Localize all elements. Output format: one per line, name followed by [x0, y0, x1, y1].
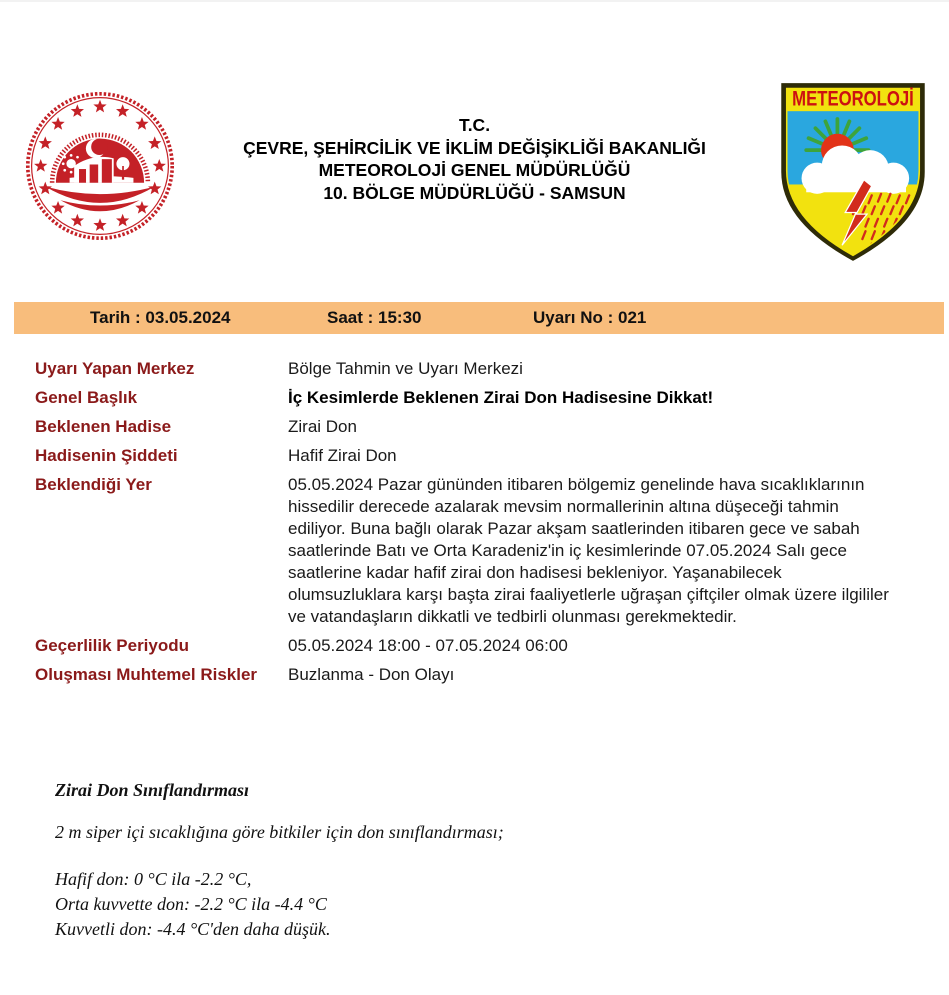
frost-classification-section: [55, 780, 895, 942]
classification-lines: [55, 867, 895, 942]
header-line-general-directorate: METEOROLOJİ GENEL MÜDÜRLÜĞÜ: [318, 160, 631, 180]
field-label-expected-location: Beklendiği Yer: [35, 475, 152, 494]
header-line-tc: T.C.: [458, 115, 491, 135]
field-value-general-title: İç Kesimlerde Beklenen Zirai Don Hadisesine Dikkat!: [288, 388, 714, 407]
field-label-general-title: Genel Başlık: [35, 388, 138, 407]
meteoroloji-shield-svg: [773, 80, 933, 264]
warning-number-text: Uyarı No : 021: [533, 308, 647, 327]
field-label-expected-event: Beklenen Hadise: [35, 417, 172, 436]
field-value-issuing-center: Bölge Tahmin ve Uyarı Merkezi: [288, 359, 523, 378]
field-value-expected-location: 05.05.2024 Pazar gününden itibaren bölgemiz genelinde hava sıcaklıklarının hissedilir derecede azalarak mevsim normallerinin altına düşeceği tahmin ediliyor. Buna bağlı olarak Pazar akşam saatlerinden itibaren gece ve sabah saatlerinde Batı ve Orta Karadeniz'in iç kesimlerinde 07.05.2024 Salı gece saatlerine kadar hafif zirai don hadisesi bekleniyor. Yaşanabilecek olumsuzluklara karşı başta zirai faaliyetlerle uğraşan çiftçiler olmak üzere ilgililer ve vatandaşların dikkatli ve tedbirli olunması gerekmektedir.: [288, 475, 889, 626]
classification-line-moderate-frost: Orta kuvvette don: -2.2 °C ila -4.4 °C: [55, 894, 327, 914]
classification-subtitle: 2 m siper içi sıcaklığına göre bitkiler için don sınıflandırması;: [55, 822, 504, 842]
field-value-validity-period: 05.05.2024 18:00 - 07.05.2024 06:00: [288, 636, 568, 655]
shield-logo-text: METEOROLOJİ: [792, 87, 914, 111]
field-label-possible-risks: Oluşması Muhtemel Riskler: [35, 665, 258, 684]
field-value-possible-risks: Buzlanma - Don Olayı: [288, 665, 455, 684]
field-label-issuing-center: Uyarı Yapan Merkez: [35, 359, 195, 378]
warning-fields: [35, 358, 938, 686]
header-line-region-directorate: 10. BÖLGE MÜDÜRLÜĞÜ - SAMSUN: [323, 182, 626, 203]
classification-title: Zirai Don Sınıflandırması: [55, 780, 250, 800]
time-text: Saat : 15:30: [327, 308, 422, 327]
header-line-ministry: ÇEVRE, ŞEHİRCİLİK VE İKLİM DEĞİŞİKLİĞİ BAKANLIĞI: [243, 137, 706, 158]
field-value-event-severity: Hafif Zirai Don: [288, 446, 397, 465]
date-text: Tarih : 03.05.2024: [90, 308, 231, 327]
classification-line-light-frost: Hafif don: 0 °C ila -2.2 °C,: [55, 869, 252, 889]
classification-line-strong-frost: Kuvvetli don: -4.4 °C'den daha düşük.: [55, 919, 331, 939]
meteoroloji-shield-icon: [773, 80, 933, 264]
info-bar: [14, 302, 944, 334]
field-label-event-severity: Hadisenin Şiddeti: [35, 446, 178, 465]
field-value-expected-event: Zirai Don: [288, 417, 357, 436]
field-label-validity-period: Geçerlilik Periyodu: [35, 636, 190, 655]
